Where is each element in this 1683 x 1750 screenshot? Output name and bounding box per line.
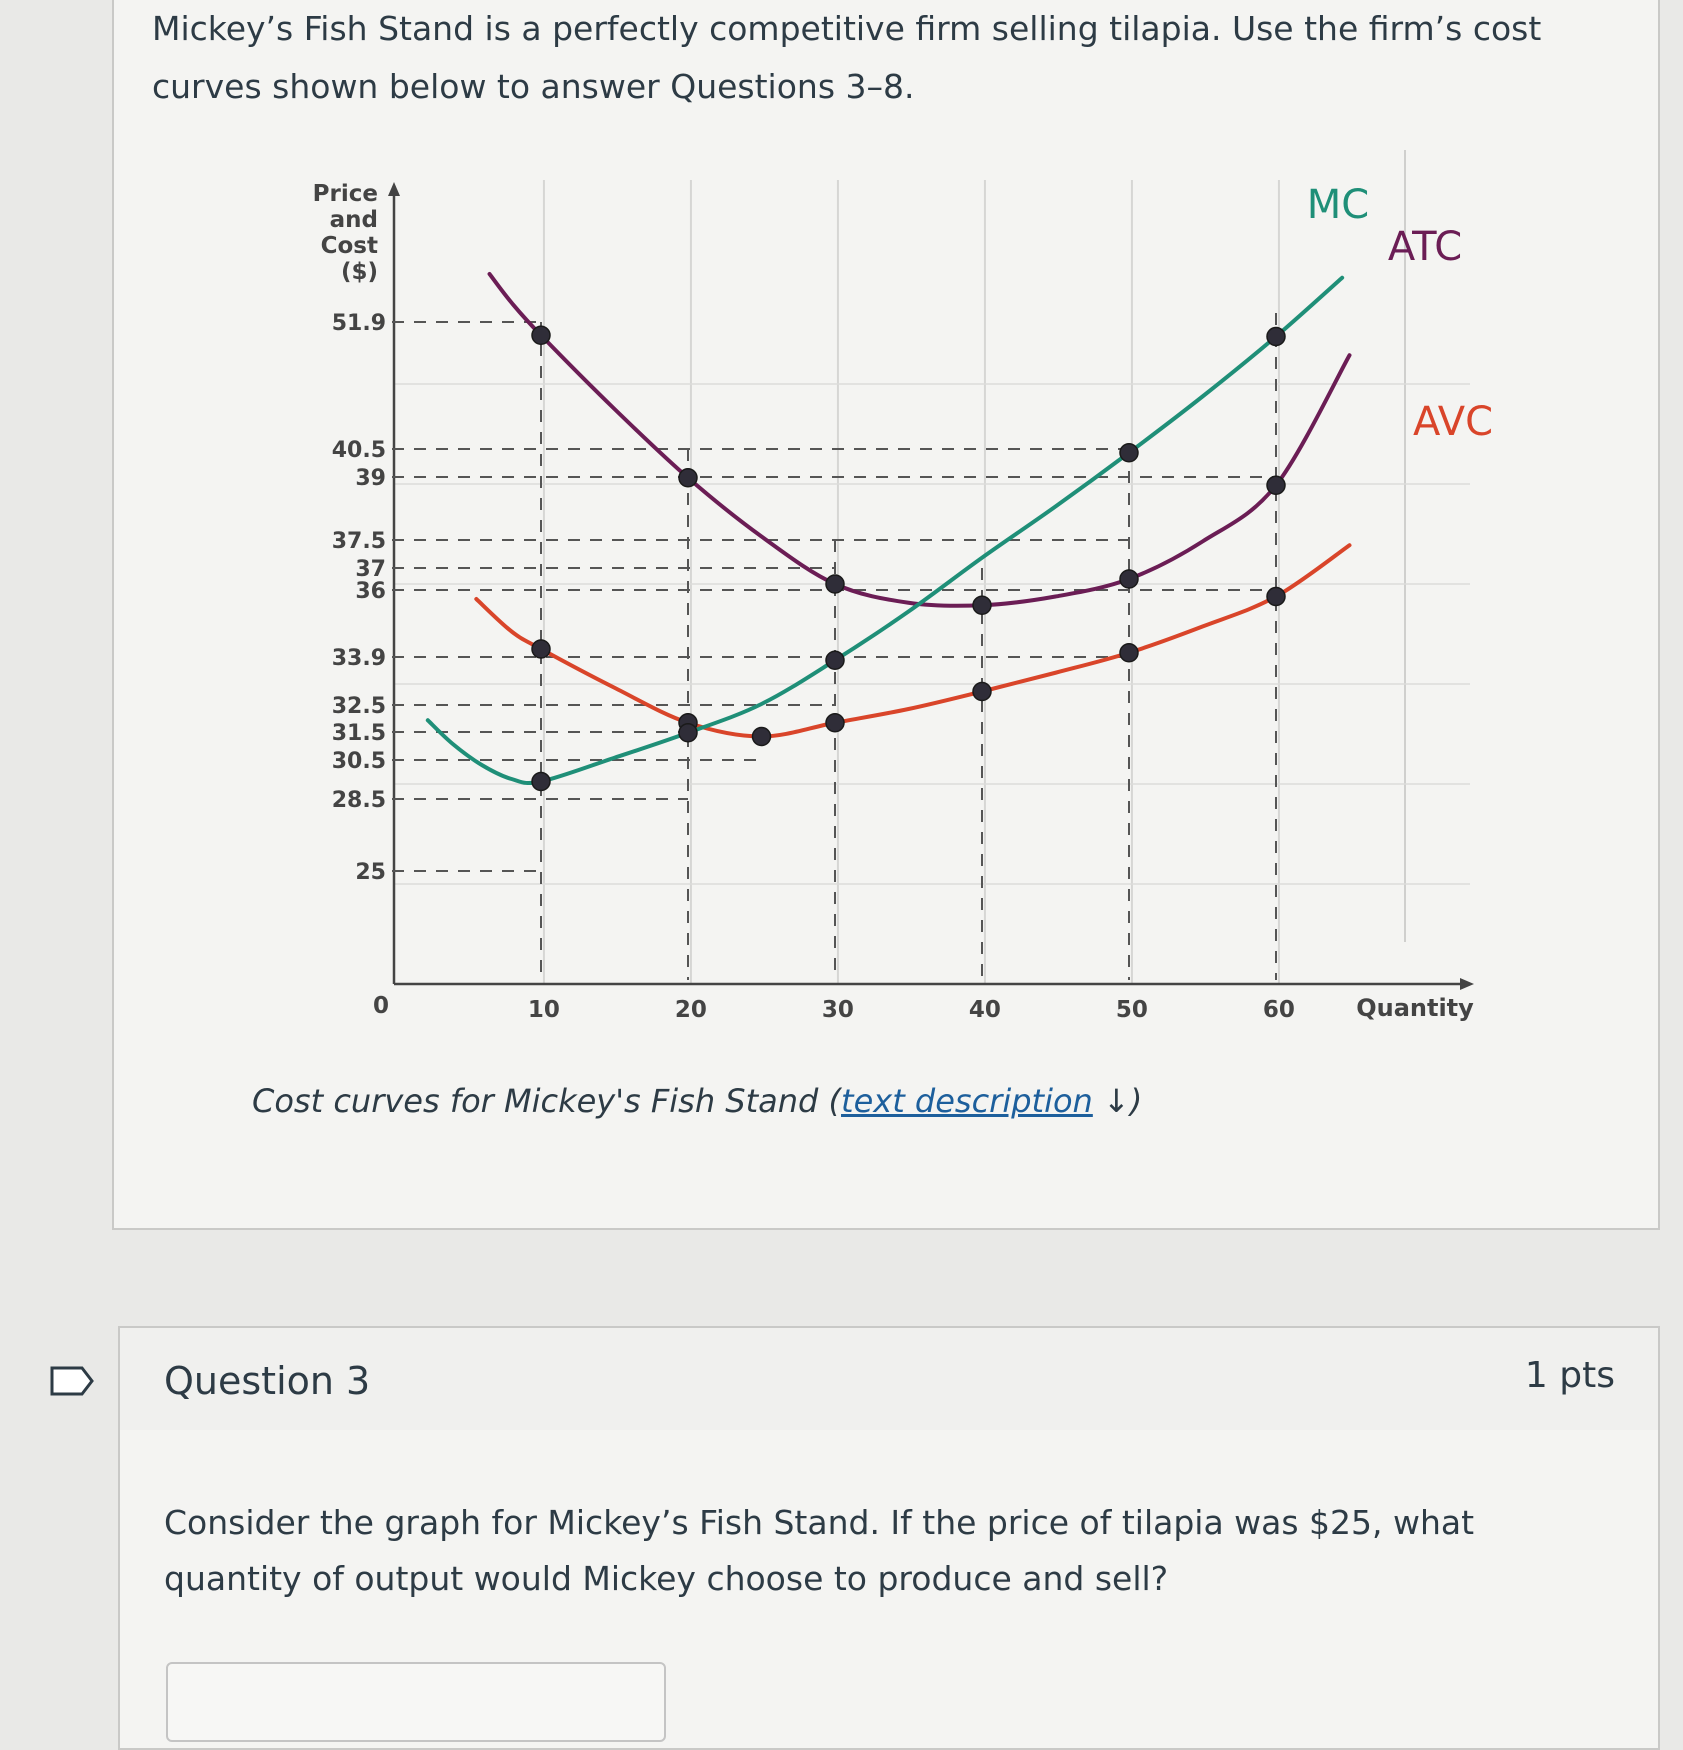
bookmark-flag-icon[interactable] (50, 1366, 94, 1396)
atc-point (1120, 570, 1138, 588)
y-tick-label: 51.9 (331, 311, 386, 336)
x-tick-label: 40 (968, 997, 1001, 1023)
mc-point (1267, 328, 1285, 346)
caption-suffix: ) (1129, 1082, 1143, 1120)
caption-prefix: Cost curves for Mickey's Fish Stand ( (252, 1082, 842, 1120)
mc-point (1120, 444, 1138, 462)
atc-curve (490, 274, 1350, 606)
x-tick-label: 10 (527, 997, 560, 1023)
y-tick-label: 40.5 (331, 438, 386, 463)
y-axis-arrow-icon (388, 182, 400, 196)
avc-label: AVC (1412, 399, 1494, 445)
atc-point (973, 596, 991, 614)
x-tick-label: 60 (1262, 997, 1295, 1023)
origin-label: 0 (372, 993, 390, 1019)
chart-caption (252, 1082, 1142, 1120)
atc-point (679, 469, 697, 487)
y-tick-label: 37 (355, 557, 386, 582)
atc-point (532, 326, 550, 344)
y-axis-label: Price (312, 181, 378, 207)
y-axis-label: ($) (340, 259, 378, 285)
down-arrow-icon: ↓ (1103, 1082, 1130, 1120)
x-axis-arrow-icon (1460, 978, 1474, 990)
y-tick-label: 31.5 (331, 721, 386, 746)
y-axis-label: and (329, 207, 378, 233)
atc-point (1267, 476, 1285, 494)
question-points: 1 pts (1524, 1355, 1615, 1396)
avc-point (973, 683, 991, 701)
atc-label: ATC (1387, 224, 1463, 270)
y-tick-label: 28.5 (331, 788, 386, 813)
answer-input[interactable] (166, 1662, 666, 1742)
y-tick-label: 37.5 (331, 529, 386, 554)
question-title: Question 3 (164, 1359, 371, 1403)
mc-label: MC (1306, 182, 1370, 228)
y-tick-label: 32.5 (331, 694, 386, 719)
y-tick-label: 30.5 (331, 749, 386, 774)
mc-point (532, 773, 550, 791)
atc-point (826, 575, 844, 593)
avc-point (1267, 588, 1285, 606)
text-description-link[interactable]: text description (841, 1082, 1093, 1120)
x-tick-label: 30 (821, 997, 854, 1023)
avc-point (753, 728, 771, 746)
x-tick-label: 20 (674, 997, 707, 1023)
y-tick-label: 25 (355, 860, 386, 885)
mc-point (826, 651, 844, 669)
intro-text: Mickey’s Fish Stand is a perfectly competitive firm selling tilapia. Use the firm’s cost curves shown below to answer Questions 3–8. (152, 9, 1542, 106)
y-tick-label: 36 (355, 579, 386, 604)
avc-point (532, 640, 550, 658)
y-tick-label: 33.9 (331, 646, 386, 671)
mc-point (679, 724, 697, 742)
avc-curve (476, 545, 1349, 736)
x-axis-label: Quantity (1356, 994, 1474, 1022)
question-text: Consider the graph for Mickey’s Fish Stand. If the price of tilapia was $25, what quantity of output would Mickey choose to produce and sell? (164, 1503, 1475, 1598)
mc-curve (428, 278, 1342, 783)
y-axis-label: Cost (320, 233, 378, 259)
avc-point (826, 714, 844, 732)
y-tick-label: 39 (355, 466, 386, 491)
x-tick-label: 50 (1115, 997, 1148, 1023)
avc-point (1120, 644, 1138, 662)
